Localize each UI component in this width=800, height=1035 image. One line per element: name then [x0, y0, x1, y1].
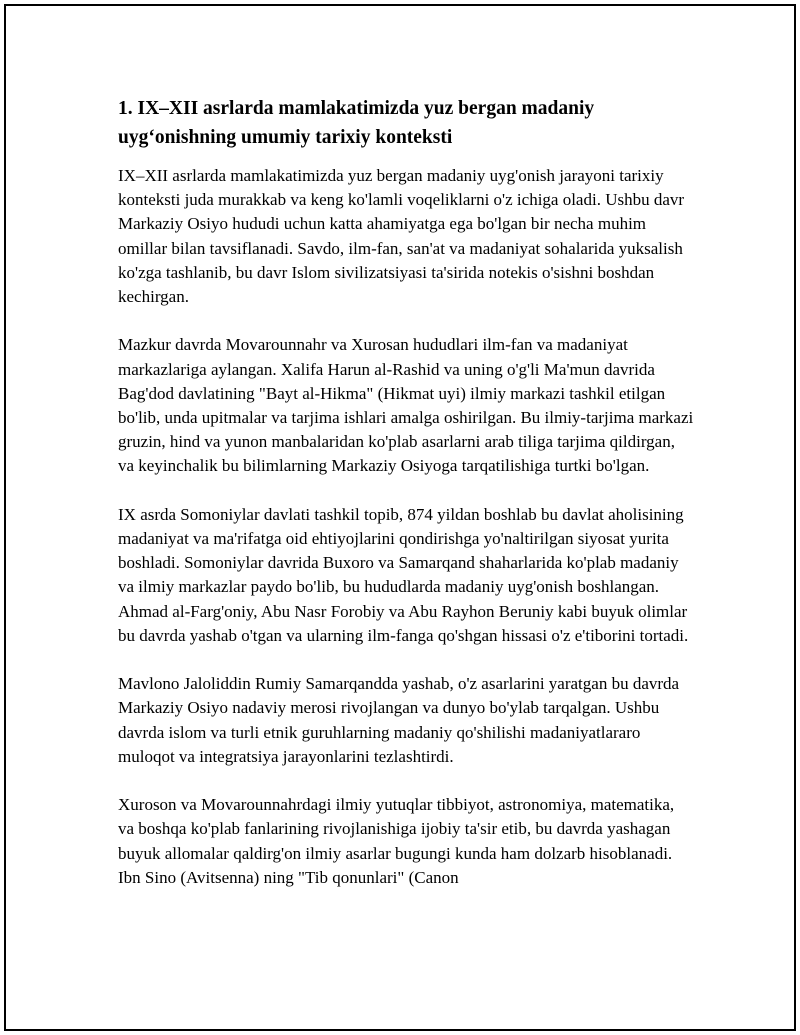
paragraph-1: IX–XII asrlarda mamlakatimizda yuz bergan madaniy uyg'onish jarayoni tarixiy konteksti juda murakkab va keng ko'lamli voqeliklarni o'z ichiga oladi. Ushbu davr Markaziy Osiyo hududi uchun katta ahamiyatga ega bo'lgan bir necha muhim omillar bilan tavsiflanadi. Savdo, ilm-fan, san'at va madaniyat sohalarida yuksalish ko'zga tashlanib, bu davr Islom sivilizatsiyasi ta'sirida notekis o'sishni boshdan kechirgan.: [118, 166, 685, 307]
document-body: [118, 94, 694, 914]
paragraph-2: Mazkur davrda Movarounnahr va Xurosan hududlari ilm-fan va madaniyat markazlariga aylangan. Xalifa Harun al-Rashid va uning o'g'li Ma'mun davrida Bag'dod davlatining "Bayt al-Hikma" (Hikmat uyi) ilmiy markazi tashkil etilgan bo'lib, unda upitmalar va tarjima ishlari amalga oshirilgan. Bu ilmiy-tarjima markazi gruzin, hind va yunon manbalaridan ko'plab asarlarni arab tiliga tarjima qildirgan, va keyinchalik bu bilimlarning Markaziy Osiyoga tarqatilishiga turtki bo'lgan.: [118, 335, 694, 476]
paragraph-4: Mavlono Jaloliddin Rumiy Samarqandda yashab, o'z asarlarini yaratgan bu davrda Markaziy Osiyo nadaviy merosi rivojlangan va dunyo bo'ylab tarqalgan. Ushbu davrda islom va turli etnik guruhlarning madaniy qo'shilishi madaniyatlararo muloqot va integratsiya jarayonlarini tezlashtirdi.: [118, 674, 680, 766]
paragraph-3: IX asrda Somoniylar davlati tashkil topib, 874 yildan boshlab bu davlat aholisining madaniyat va ma'rifatga oid ehtiyojlarini qondirishga yo'naltirilgan siyosat yurita boshladi. Somoniylar davrida Buxoro va Samarqand shaharlarida ko'plab madaniy va ilmiy markazlar paydo bo'lib, bu hududlarda madaniy uyg'onish boshlangan. Ahmad al-Farg'oniy, Abu Nasr Forobiy va Abu Rayhon Beruniy kabi buyuk olimlar bu davrda yashab o'tgan va ularning ilm-fanga qo'shgan hissasi o'z e'tiborini tortadi.: [118, 504, 689, 645]
section-heading: 1. IX–XII asrlarda mamlakatimizda yuz bergan madaniy uygʻonishning umumiy tarixiy konteksti: [118, 98, 595, 148]
paragraph-5: Xuroson va Movarounnahrdagi ilmiy yutuqlar tibbiyot, astronomiya, matematika, va boshqa ko'plab fanlarining rivojlanishiga ijobiy ta'sir etib, bu davrda yashagan buyuk allomalar qaldirg'on ilmiy asarlar bugungi kunda ham dolzarb hisoblanadi. Ibn Sino (Avitsenna) ning "Tib qonunlari" (Canon: [118, 795, 675, 887]
